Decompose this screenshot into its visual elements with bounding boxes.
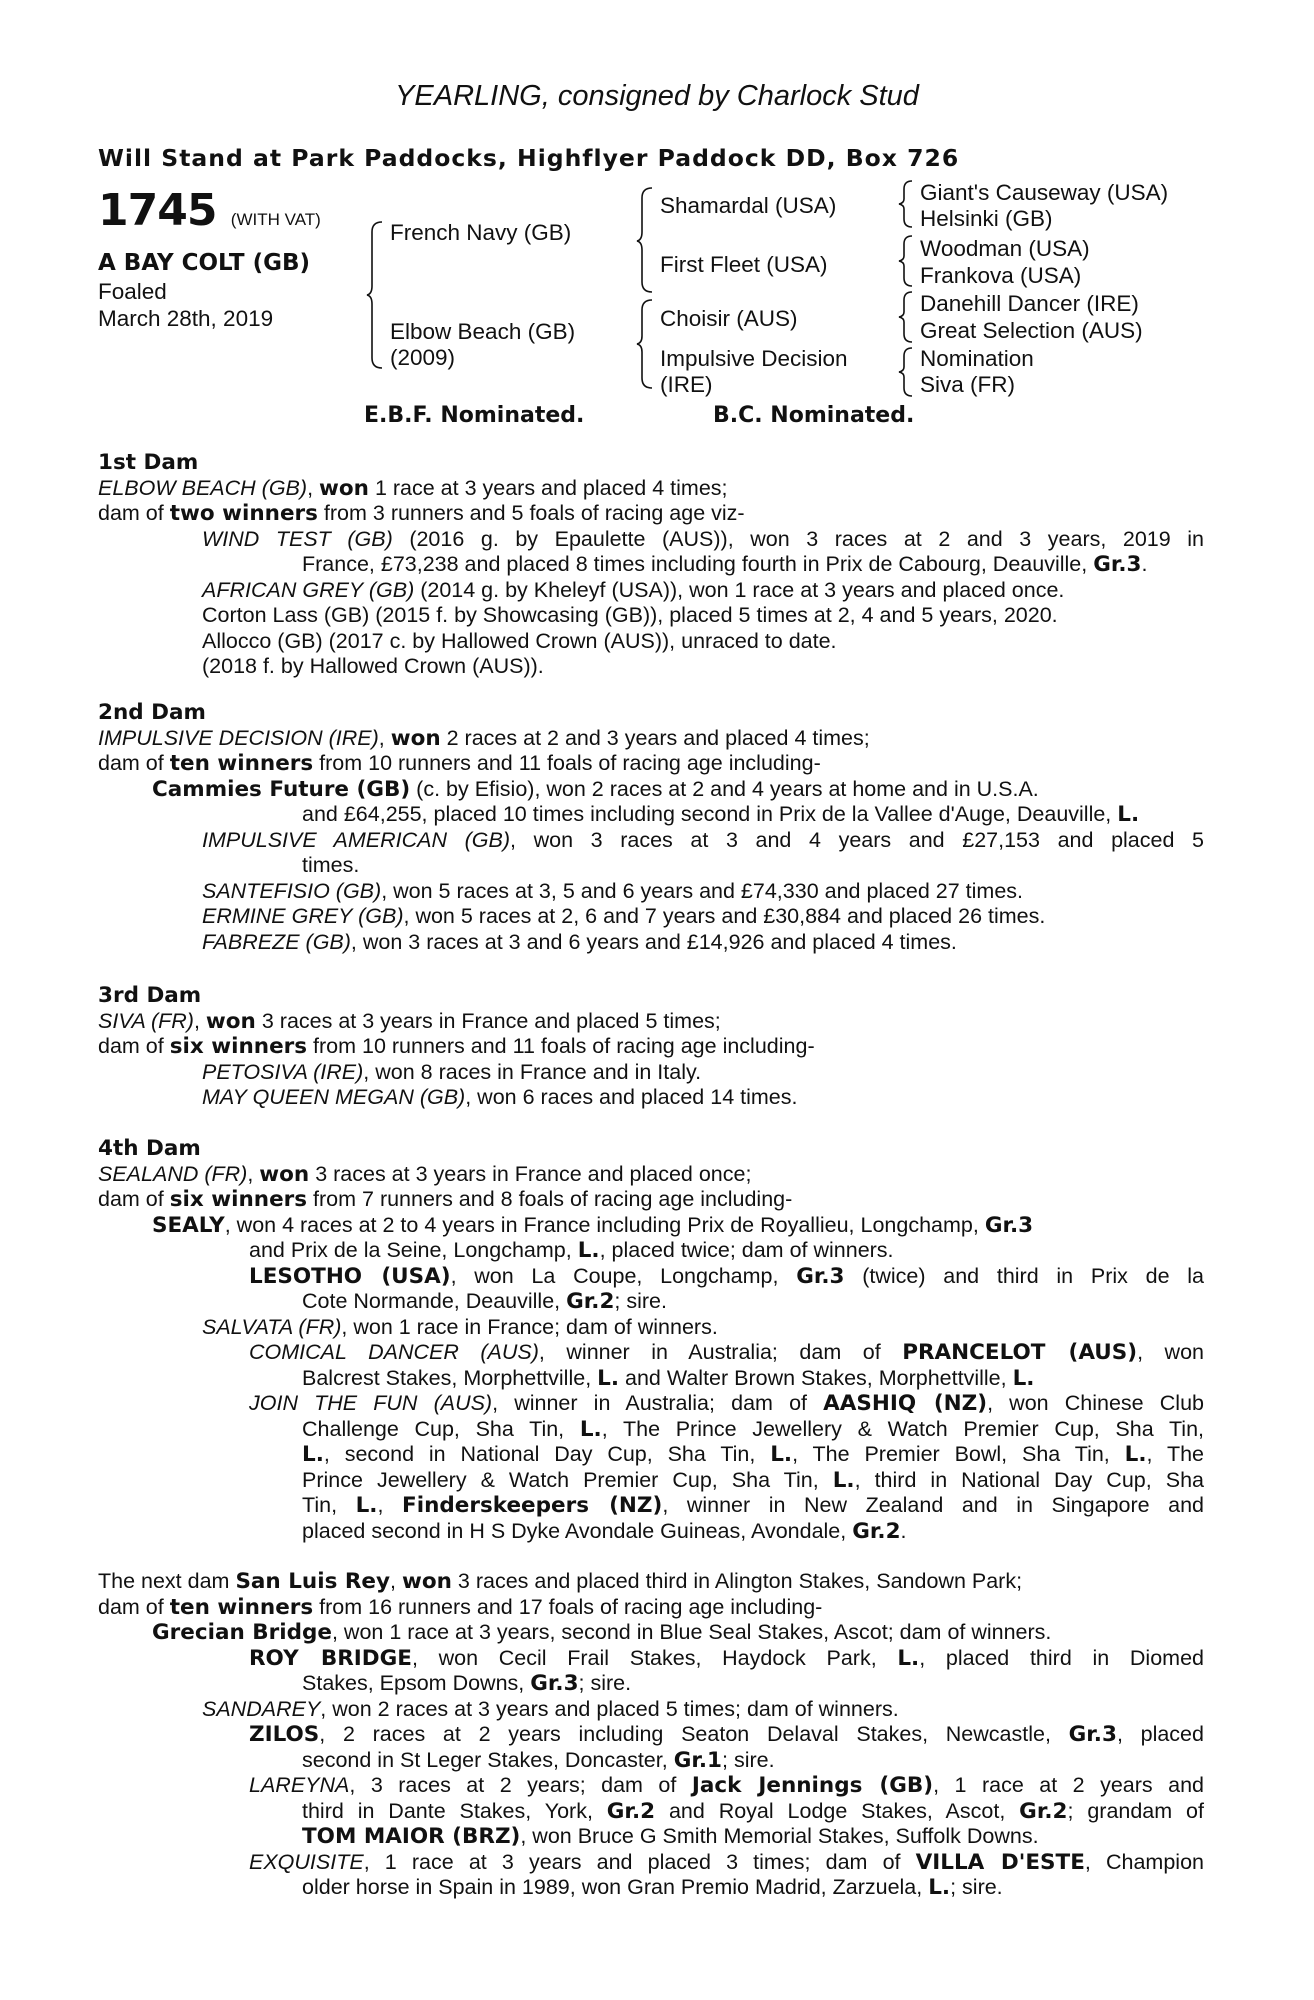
grand-produce-entry-cont: older horse in Spain in 1989, won Gran Premio Madrid, Zarzuela, L.; sire. xyxy=(302,1875,1003,1900)
page-header: YEARLING, consigned by Charlock Stud xyxy=(395,80,919,112)
pedigree-bracket-sd xyxy=(898,234,916,288)
produce-entry: FABREZE (GB), won 3 races at 3 and 6 years and £14,926 and placed 4 times. xyxy=(202,929,957,954)
lot-number xyxy=(98,186,321,245)
pedigree-bracket-ss xyxy=(898,179,916,229)
pedigree-sire-dam: First Fleet (USA) xyxy=(660,252,828,277)
produce-entry: SEALY, won 4 races at 2 to 4 years in France including Prix de Royallieu, Longchamp, Gr.3 xyxy=(152,1212,1034,1238)
foaled-date: March 28th, 2019 xyxy=(98,306,274,331)
grand-produce-entry-cont: second in St Leger Stakes, Doncaster, Gr.1; sire. xyxy=(302,1747,775,1773)
pedigree-bracket-ds xyxy=(898,290,916,344)
produce-entry: IMPULSIVE AMERICAN (GB), won 3 races at 3 and 4 years and £27,153 and placed 5 xyxy=(202,827,1204,852)
grand-produce-entry: LAREYNA, 3 races at 2 years; dam of Jack Jennings (GB), 1 race at 2 years and xyxy=(249,1773,1204,1798)
pedigree-sss: Giant's Causeway (USA) xyxy=(920,180,1169,205)
produce-entry: Corton Lass (GB) (2015 f. by Showcasing (GB)), placed 5 times at 2, 4 and 5 years, 2020. xyxy=(202,603,1058,627)
grand-produce-entry-cont: Tin, L., Finderskeepers (NZ), winner in New Zealand and in Singapore and xyxy=(302,1493,1204,1518)
pedigree-dss: Danehill Dancer (IRE) xyxy=(920,291,1139,316)
produce-summary: dam of six winners from 7 runners and 8 foals of racing age including- xyxy=(98,1187,793,1212)
pedigree-dds: Nomination xyxy=(920,346,1034,371)
section-1st-dam xyxy=(98,450,1204,680)
produce-entry-cont: France, £73,238 and placed 8 times including fourth in Prix de Cabourg, Deauville, Gr.3. xyxy=(302,552,1148,577)
produce-summary: dam of two winners from 3 runners and 5 foals of racing age viz- xyxy=(98,501,745,526)
grand-produce-entry-cont: Balcrest Stakes, Morphettville, L. and Walter Brown Stakes, Morphettville, L. xyxy=(302,1365,1035,1391)
produce-entry: Cammies Future (GB) (c. by Efisio), won 2 races at 2 and 4 years at home and in U.S.A. xyxy=(152,776,1039,802)
pedigree-bracket-sire xyxy=(636,186,656,294)
grand-produce-entry: ROY BRIDGE, won Cecil Frail Stakes, Haydock Park, L., placed third in Diomed xyxy=(249,1645,1204,1671)
dam-line: ELBOW BEACH (GB), won 1 race at 3 years and placed 4 times; xyxy=(98,475,728,501)
grand-produce-entry-cont: Challenge Cup, Sha Tin, L., The Prince Jewellery & Watch Premier Cup, Sha Tin, xyxy=(302,1416,1204,1442)
grand-produce-entry: JOIN THE FUN (AUS), winner in Australia; dam of AASHIQ (NZ), won Chinese Club xyxy=(249,1391,1204,1416)
pedigree-sds: Woodman (USA) xyxy=(920,236,1090,261)
pedigree-sire: French Navy (GB) xyxy=(390,220,572,245)
produce-entry: SANDAREY, won 2 races at 3 years and placed 5 times; dam of winners. xyxy=(202,1696,899,1721)
dam-line: IMPULSIVE DECISION (IRE), won 2 races at 2 and 3 years and placed 4 times; xyxy=(98,725,870,751)
produce-summary: dam of ten winners from 10 runners and 11 foals of racing age including- xyxy=(98,751,821,776)
grand-produce-entry-cont: Stakes, Epsom Downs, Gr.3; sire. xyxy=(302,1671,632,1696)
pedigree-dam-sire: Choisir (AUS) xyxy=(660,306,798,331)
bc-nomination: B.C. Nominated. xyxy=(713,403,915,428)
produce-entry: PETOSIVA (IRE), won 8 races in France and in Italy. xyxy=(202,1059,702,1084)
grand-produce-entry-cont: L., second in National Day Cup, Sha Tin, L., The Premier Bowl, Sha Tin, L., The xyxy=(302,1442,1205,1467)
section-3rd-dam xyxy=(98,983,1204,1111)
grand-produce-entry-cont: Prince Jewellery & Watch Premier Cup, Sha Tin, L., third in National Day Cup, Sha xyxy=(302,1467,1204,1493)
pedigree-sire-sire: Shamardal (USA) xyxy=(660,193,837,218)
produce-entry: ERMINE GREY (GB), won 5 races at 2, 6 and 7 years and £30,884 and placed 26 times. xyxy=(202,904,1046,928)
produce-entry: SALVATA (FR), won 1 race in France; dam of winners. xyxy=(202,1314,718,1339)
dam-line: SEALAND (FR), won 3 races at 3 years in France and placed once; xyxy=(98,1161,752,1187)
pedigree-ddd: Siva (FR) xyxy=(920,372,1015,397)
grand-produce-entry: LESOTHO (USA), won La Coupe, Longchamp, Gr.3 (twice) and third in Prix de la xyxy=(249,1263,1204,1289)
grand-produce-entry-cont: third in Dante Stakes, York, Gr.2 and Royal Lodge Stakes, Ascot, Gr.2; grandam of xyxy=(302,1798,1204,1824)
pedigree-bracket-dd xyxy=(898,346,916,398)
section-title: 4th Dam xyxy=(98,1136,201,1161)
pedigree-dam-dam-country: (IRE) xyxy=(660,372,713,397)
foaled-label: Foaled xyxy=(98,279,167,304)
produce-entry: MAY QUEEN MEGAN (GB), won 6 races and placed 14 times. xyxy=(202,1085,798,1109)
grand-produce-entry-cont: Cote Normande, Deauville, Gr.2; sire. xyxy=(302,1289,667,1314)
produce-entry: SANTEFISIO (GB), won 5 races at 3, 5 and 6 years and £74,330 and placed 27 times. xyxy=(202,878,1024,903)
pedigree-bracket-dam xyxy=(636,298,656,390)
ebf-nomination: E.B.F. Nominated. xyxy=(364,403,585,428)
dam-line: The next dam San Luis Rey, won 3 races and placed third in Alington Stakes, Sandown Park; xyxy=(98,1569,1023,1594)
section-next-dam xyxy=(98,1569,1204,1901)
produce-entry: Grecian Bridge, won 1 race at 3 years, second in Blue Seal Stakes, Ascot; dam of winners. xyxy=(152,1620,1052,1645)
grand-produce-entry: ZILOS, 2 races at 2 years including Seaton Delaval Stakes, Newcastle, Gr.3, placed xyxy=(249,1722,1204,1747)
produce-entry-cont: and £64,255, placed 10 times including second in Prix de la Vallee d'Auge, Deauville, L. xyxy=(302,802,1140,827)
pedigree-dam-year: (2009) xyxy=(390,345,456,370)
grand-produce-entry: EXQUISITE, 1 race at 3 years and placed 3 times; dam of VILLA D'ESTE, Champion xyxy=(249,1849,1204,1875)
produce-entry-cont: and Prix de la Seine, Longchamp, L., placed twice; dam of winners. xyxy=(249,1238,894,1263)
pedigree-dsd: Great Selection (AUS) xyxy=(920,318,1143,343)
horse-description: A BAY COLT (GB) xyxy=(98,250,311,276)
pedigree-bracket-main xyxy=(366,220,386,370)
pedigree-dam: Elbow Beach (GB) xyxy=(390,319,576,344)
stall-location: Will Stand at Park Paddocks, Highflyer Paddock DD, Box 726 xyxy=(98,144,960,172)
grand-produce-entry-cont: placed second in H S Dyke Avondale Guineas, Avondale, Gr.2. xyxy=(302,1518,907,1544)
grand-produce-entry-cont: TOM MAIOR (BRZ), won Bruce G Smith Memorial Stakes, Suffolk Downs. xyxy=(302,1824,1039,1849)
section-2nd-dam xyxy=(98,700,1204,955)
pedigree-sdd: Frankova (USA) xyxy=(920,263,1082,288)
produce-summary: dam of ten winners from 16 runners and 17 foals of racing age including- xyxy=(98,1594,823,1620)
lot-vat-label: (WITH VAT) xyxy=(230,210,321,229)
section-4th-dam xyxy=(98,1136,1204,1544)
produce-entry-cont: times. xyxy=(302,853,360,877)
grand-produce-entry: COMICAL DANCER (AUS), winner in Australia; dam of PRANCELOT (AUS), won xyxy=(249,1340,1204,1365)
produce-entry: WIND TEST (GB) (2016 g. by Epaulette (AUS)), won 3 races at 2 and 3 years, 2019 in xyxy=(202,526,1204,551)
pedigree-dam-dam: Impulsive Decision xyxy=(660,346,848,371)
section-title: 3rd Dam xyxy=(98,983,202,1008)
produce-entry: AFRICAN GREY (GB) (2014 g. by Kheleyf (USA)), won 1 race at 3 years and placed once. xyxy=(202,577,1065,602)
produce-entry: Allocco (GB) (2017 c. by Hallowed Crown (AUS)), unraced to date. xyxy=(202,628,837,653)
section-title: 2nd Dam xyxy=(98,700,206,725)
pedigree-ssd: Helsinki (GB) xyxy=(920,206,1053,231)
produce-summary: dam of six winners from 10 runners and 11 foals of racing age including- xyxy=(98,1034,815,1059)
dam-line: SIVA (FR), won 3 races at 3 years in France and placed 5 times; xyxy=(98,1008,721,1034)
lot-number-value: 1745 xyxy=(98,185,217,236)
section-title: 1st Dam xyxy=(98,450,199,475)
produce-entry: (2018 f. by Hallowed Crown (AUS)). xyxy=(202,654,544,678)
